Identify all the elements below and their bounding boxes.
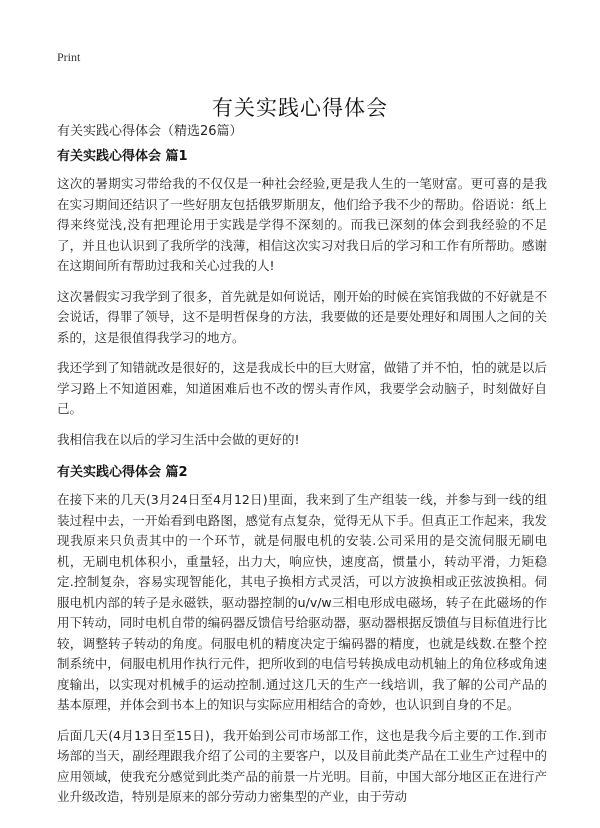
paragraph: 这次暑假实习我学到了很多，首先就是如何说话，刚开始的时候在宾馆我做的不好就是不会说话，得罪了领导，这不是明哲保身的方法，我要做的还是要处理好和周围人之间的关系的，这是很值得我学习的地方。: [57, 288, 547, 345]
page-title: 有关实践心得体会: [212, 96, 388, 121]
section-heading: 有关实践心得体会 篇1: [57, 149, 188, 164]
document-body: [57, 148, 547, 818]
paragraph: 我相信我在以后的学习生活中会做的更好的!: [57, 431, 300, 447]
section-1: [57, 148, 547, 450]
print-label: Print: [57, 50, 81, 64]
paragraph: 在接下来的几天(3月24日至4月12日)里面，我来到了生产组装一线，并参与到一线的组装过程中去，一开始看到电路图，感觉有点复杂，觉得无从下手。但真正工作起来，我发现我原来只负责其中的一个环节，就是伺服电机的安装.公司采用的是交流伺服无刷电机，无刷电机体积小，重量轻，出力大，响应快，速度高，惯量小，转动平滑，力矩稳定.控制复杂，容易实现智能化，其电子换相方式灵活，可以方波换相或正弦波换相。伺服电机内部的转子是永磁铁，驱动器控制的u/v/w三相电形成电磁场，转子在此磁场的作用下转动，同时电机自带的编码器反馈信号给驱动器，驱动器根据反馈值与目标值进行比较，调整转子转动的角度。伺服电机的精度决定于编码器的精度，也就是线数.在整个控制系统中，伺服电机用作执行元件，把所收到的电信号转换成电动机轴上的角位移或角速度输出，以实现对机械手的运动控制.通过这几天的生产一线培训，我了解的公司产品的基本原理，并体会到书本上的知识与实际应用相结合的奇妙，也认识到自身的不足。: [57, 492, 547, 712]
section-2: [57, 464, 547, 808]
section-heading: 有关实践心得体会 篇2: [57, 465, 188, 480]
paragraph: 后面几天(4月13日至15日)，我开始到公司市场部工作，这也是我今后主要的工作.到市场部的当天，副经理跟我介绍了公司的主要客户，以及目前此类产品在工业生产过程中的应用领域，使我充分感觉到此类产品的前景一片光明。目前，中国大部分地区正在进行产业升级改造，特别是原来的部分劳动力密集型的产业，由于劳动: [57, 727, 547, 804]
document-subtitle: 有关实践心得体会（精选26篇）: [57, 124, 243, 139]
paragraph: 这次的暑期实习带给我的不仅仅是一种社会经验,更是我人生的一笔财富。更可喜的是我在实习期间还结识了一些好朋友包括俄罗斯朋友，他们给予我不少的帮助。俗语说：纸上得来终觉浅,没有把理论用于实践是学得不深刻的。而我已深刻的体会到我经验的不足了，并且也认识到了我所学的浅薄，相信这次实习对我日后的学习和工作有所帮助。感谢在这期间所有帮助过我和关心过我的人!: [57, 176, 547, 273]
paragraph: 我还学到了知错就改是很好的，这是我成长中的巨大财富，做错了并不怕，怕的就是以后学习路上不知道困难，知道困难后也不改的愣头青作风，我要学会动脑子，时刻做好自己。: [57, 360, 547, 416]
